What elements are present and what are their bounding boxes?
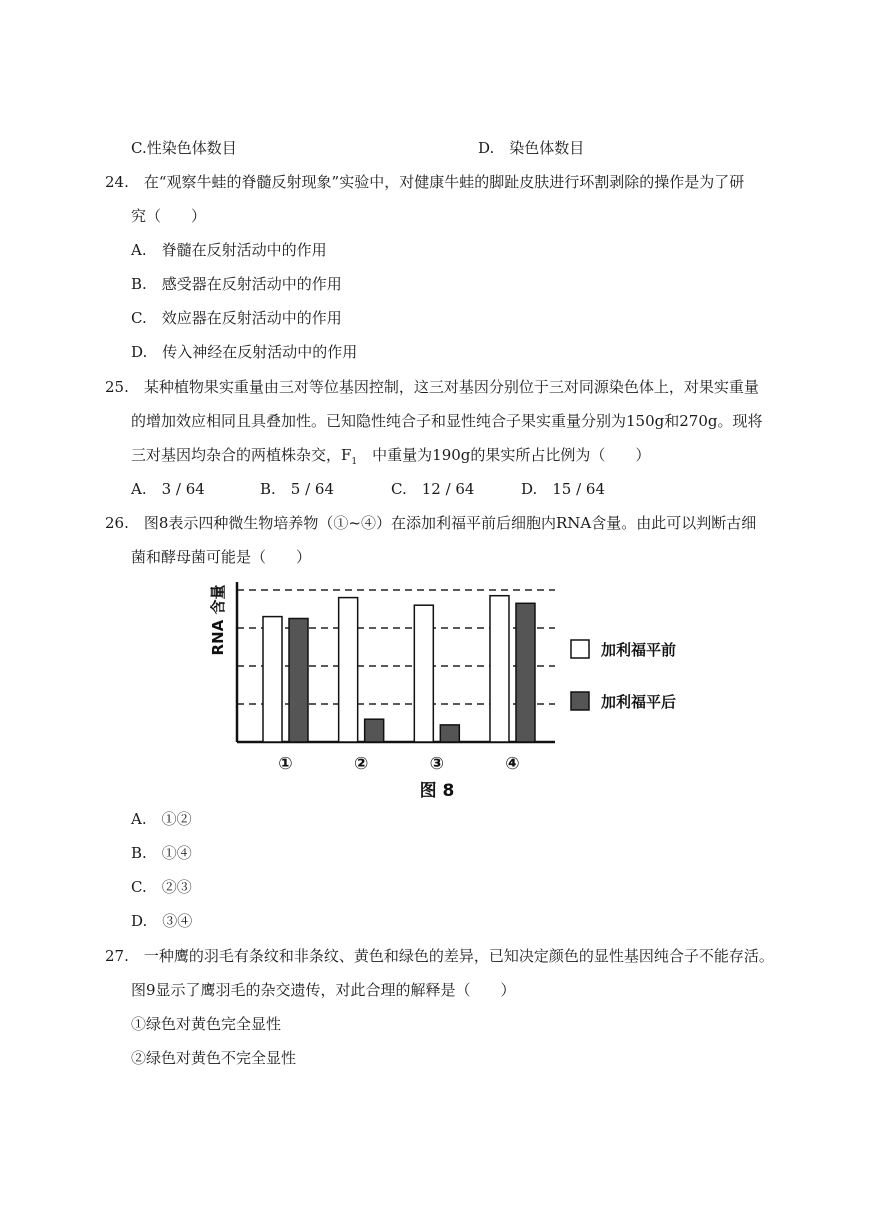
q25-option-a: A. 3 / 64 — [131, 480, 205, 498]
legend-label: 加利福平后 — [601, 693, 677, 711]
q23-option-d: D. 染色体数目 — [478, 139, 585, 157]
bar-after-2 — [365, 719, 384, 742]
q25-option-b: B. 5 / 64 — [260, 480, 335, 498]
x-tick-label: ④ — [505, 754, 520, 774]
q26-stem-line2: 菌和酵母菌可能是（ ） — [131, 548, 312, 566]
q26-option-a: A. ①② — [131, 810, 192, 828]
bar-before-1 — [263, 617, 282, 742]
q27-stem-line1: 27. 一种鹰的羽毛有条纹和非条纹、黄色和绿色的差异，已知决定颜色的显性基因纯合子不能存活。 — [105, 947, 774, 965]
figure-caption: 图 8 — [419, 781, 455, 801]
q25-option-c: C. 12 / 64 — [391, 480, 475, 498]
bar-before-4 — [490, 596, 509, 742]
chart-svg — [205, 572, 725, 807]
q24-option-d: D. 传入神经在反射活动中的作用 — [131, 343, 358, 361]
q27-statement-1: ①绿色对黄色完全显性 — [131, 1015, 282, 1033]
x-tick-label: ③ — [429, 754, 445, 774]
q24-stem-line2: 究（ ） — [131, 207, 207, 225]
y-axis-label: RNA 含量 — [209, 584, 227, 656]
q23-option-c: C.性染色体数目 — [131, 139, 237, 157]
q25-stem-line3-a: 三对基因均杂合的两植株杂交，F — [131, 446, 352, 464]
bar-after-4 — [516, 603, 535, 742]
bar-after-1 — [289, 619, 308, 743]
q25-f1-subscript: 1 — [351, 457, 358, 467]
figure-8-chart — [205, 572, 725, 807]
q25-stem-line2: 的增加效应相同且具叠加性。已知隐性纯合子和显性纯合子果实重量分别为150g和270g。现将 — [131, 412, 763, 430]
q27-statement-2: ②绿色对黄色不完全显性 — [131, 1049, 297, 1067]
legend-swatch — [571, 692, 589, 710]
q24-option-a: A. 脊髓在反射活动中的作用 — [131, 241, 327, 259]
q27-stem-line2: 图9显示了鹰羽毛的杂交遗传，对此合理的解释是（ ） — [131, 981, 516, 999]
q25-option-d: D. 15 / 64 — [521, 480, 606, 498]
q26-option-d: D. ③④ — [131, 912, 193, 930]
q26-option-c: C. ②③ — [131, 878, 192, 896]
legend-swatch — [571, 640, 589, 658]
legend-label: 加利福平前 — [601, 641, 677, 659]
q24-option-c: C. 效应器在反射活动中的作用 — [131, 309, 342, 327]
x-tick-label: ① — [278, 754, 293, 774]
q26-option-b: B. ①④ — [131, 844, 192, 862]
bar-after-3 — [440, 725, 459, 742]
q24-stem-line1: 24. 在“观察牛蛙的脊髓反射现象”实验中，对健康牛蛙的脚趾皮肤进行环割剥除的操作是为了研 — [105, 173, 745, 191]
x-tick-label: ② — [353, 754, 369, 774]
q24-option-b: B. 感受器在反射活动中的作用 — [131, 275, 342, 293]
q26-stem-line1: 26. 图8表示四种微生物培养物（①~④）在添加利福平前后细胞内RNA含量。由此可以判断古细 — [105, 514, 757, 532]
q25-stem-line3-b: 中重量为190g的果实所占比例为（ ） — [357, 446, 651, 464]
q25-stem-line3 — [131, 445, 650, 472]
bar-before-2 — [339, 598, 358, 742]
q25-stem-line1: 25. 某种植物果实重量由三对等位基因控制，这三对基因分别位于三对同源染色体上，对果实重量 — [105, 378, 759, 396]
bar-before-3 — [414, 605, 433, 742]
